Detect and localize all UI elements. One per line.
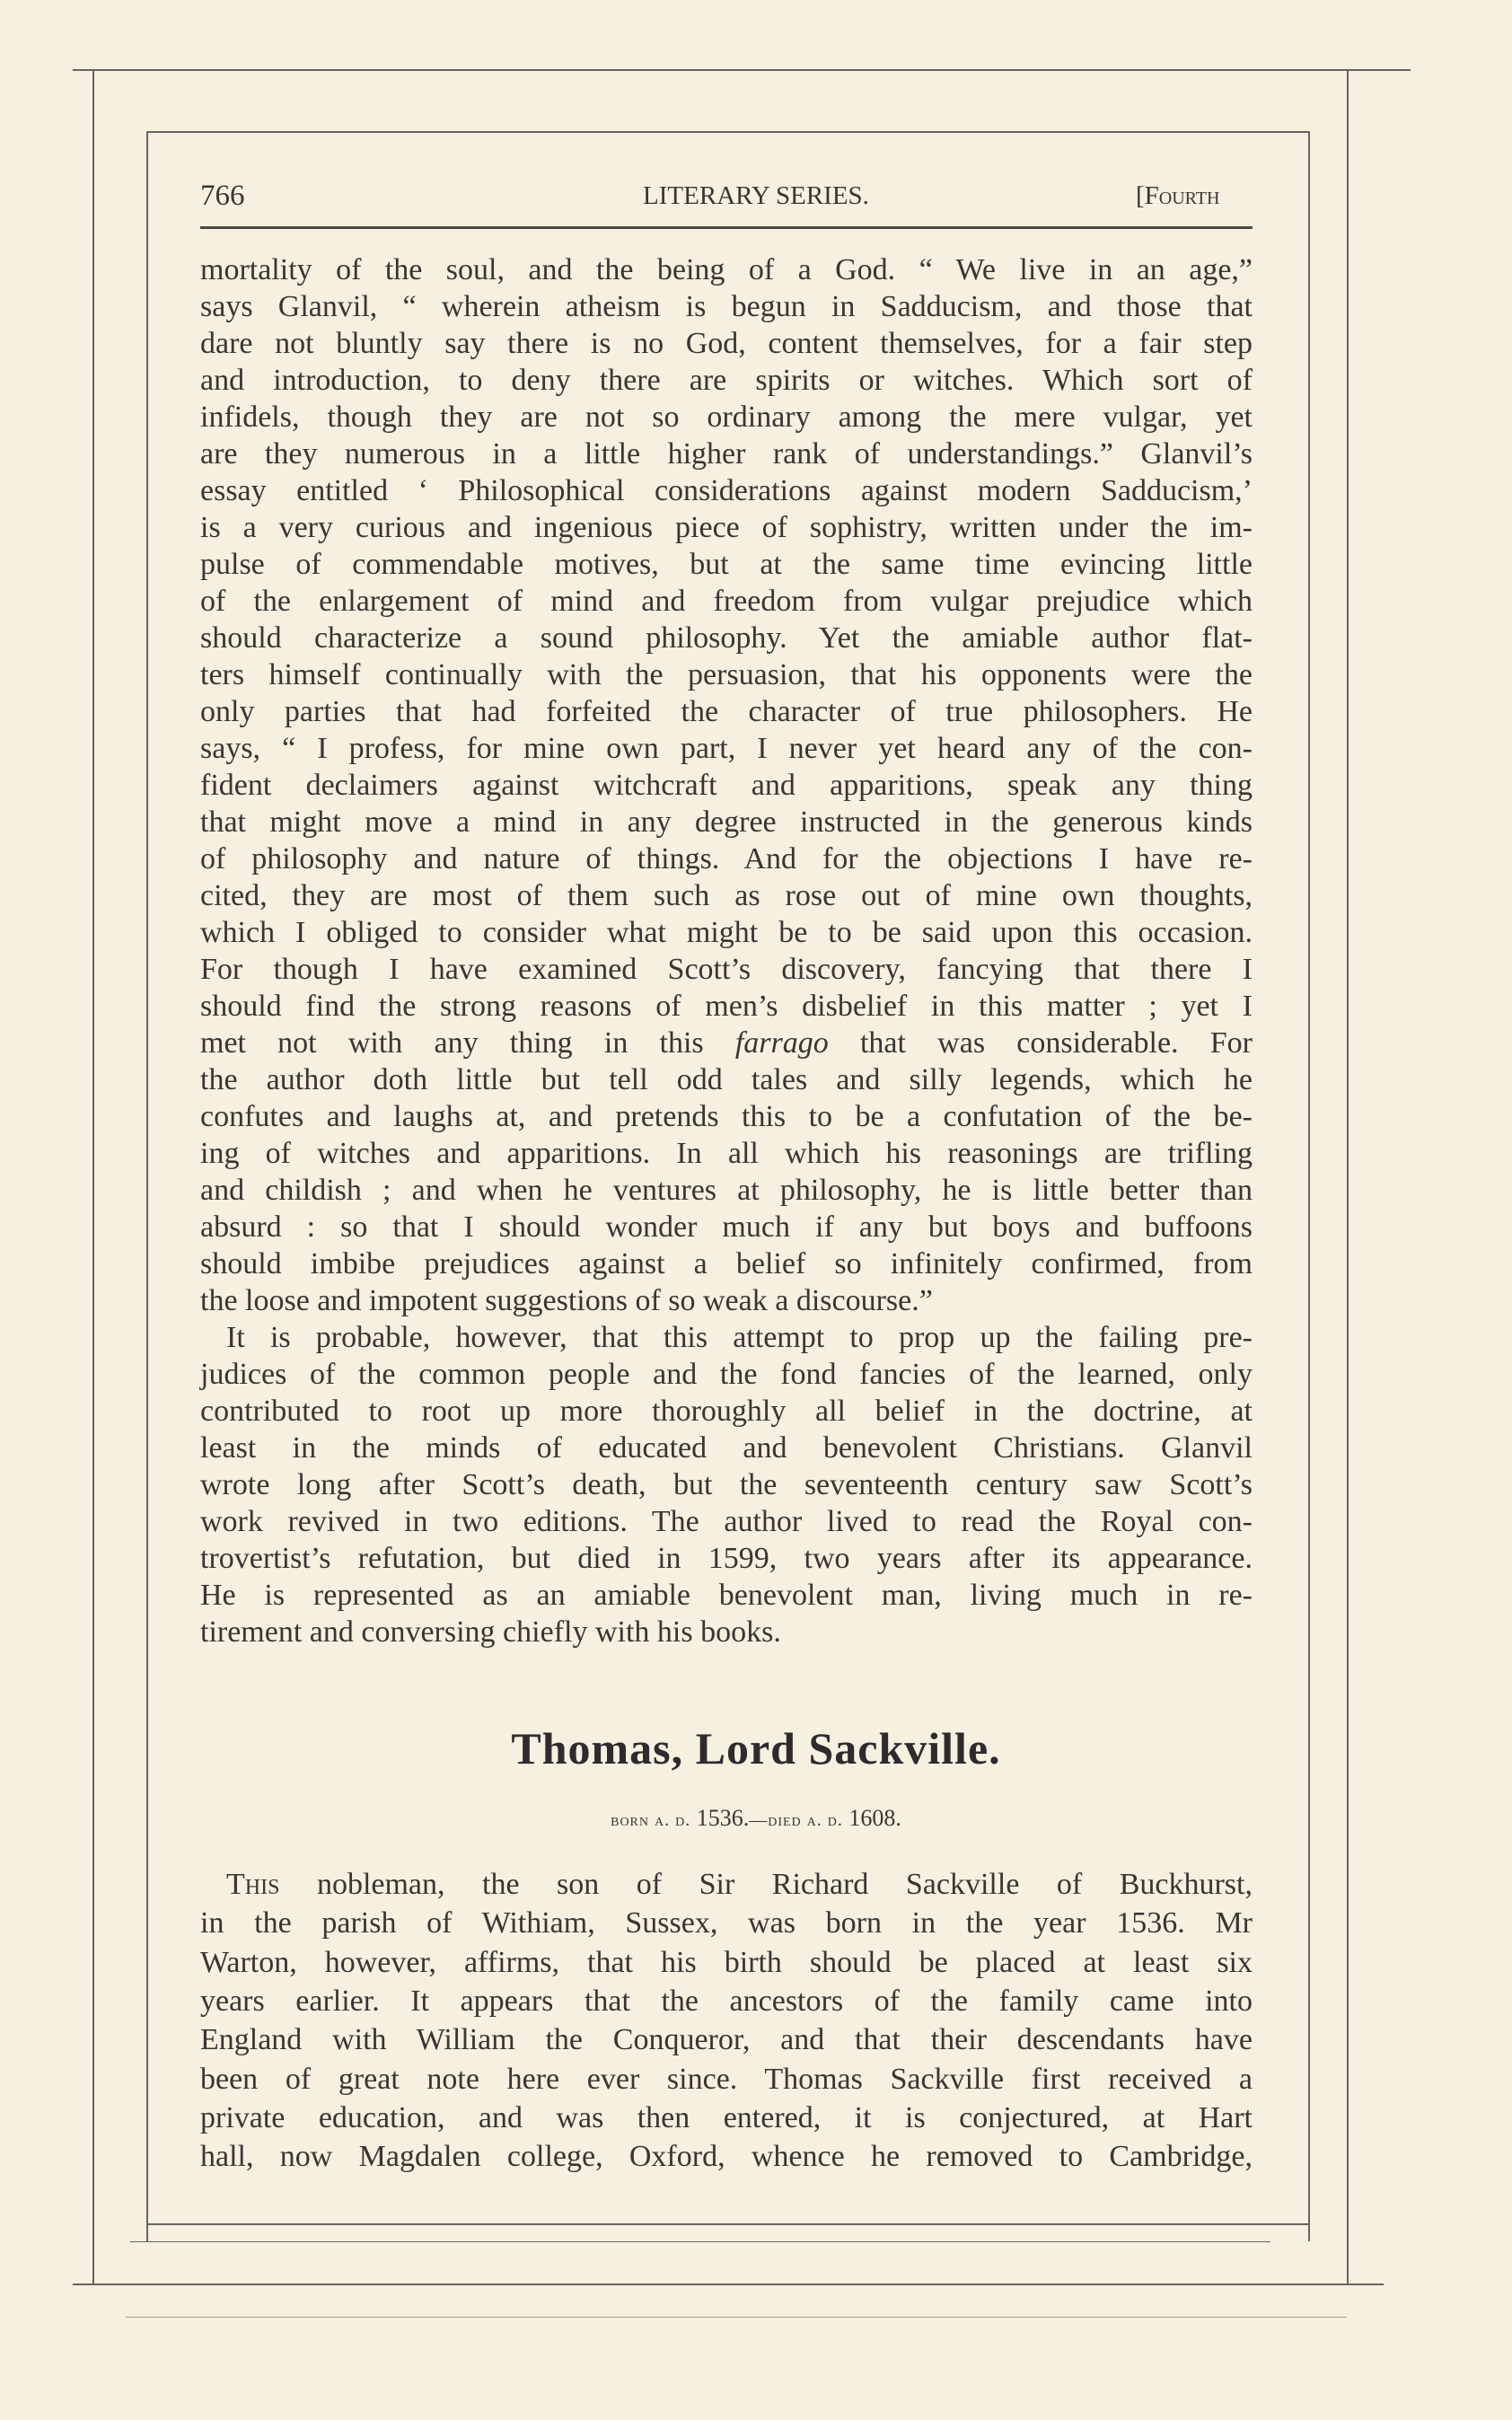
text-line: been of great note here ever since. Thomas Sackville first received a bbox=[200, 2062, 1253, 2096]
life-dates bbox=[0, 1805, 1512, 1832]
running-title: LITERARY SERIES. bbox=[643, 181, 869, 210]
text-line: essay entitled ‘ Philosophical considerations against modern Sadducism,’ bbox=[200, 474, 1253, 507]
section-marker: [Fourth bbox=[1136, 181, 1220, 210]
text-line: ing of witches and apparitions. In all which his reasonings are trifling bbox=[200, 1137, 1253, 1170]
text-line: should imbibe prejudices against a belief so infinitely confirmed, from bbox=[200, 1247, 1253, 1280]
text-line: He is represented as an amiable benevolent man, living much in re- bbox=[200, 1579, 1253, 1612]
text-line: tirement and conversing chiefly with his books. bbox=[200, 1615, 781, 1649]
text-line: that might move a mind in any degree instructed in the generous kinds bbox=[200, 805, 1253, 839]
text-line: years earlier. It appears that the ancestors of the family came into bbox=[200, 1984, 1253, 2018]
inner-frame-right bbox=[1308, 131, 1310, 2241]
text-line: judices of the common people and the fond fancies of the learned, only bbox=[200, 1358, 1253, 1391]
text-line: of the enlargement of mind and freedom from vulgar prejudice which bbox=[200, 585, 1253, 618]
text-line: the loose and impotent suggestions of so weak a discourse.” bbox=[200, 1284, 933, 1317]
inner-frame-bottom-2 bbox=[130, 2241, 1270, 2242]
text-line: in the parish of Withiam, Sussex, was born in the year 1536. Mr bbox=[200, 1906, 1253, 1940]
died-year: 1608. bbox=[848, 1805, 901, 1831]
text-line: and introduction, to deny there are spirits or witches. Which sort of bbox=[200, 364, 1253, 397]
outer-frame-left bbox=[92, 69, 94, 2284]
text-line: ters himself continually with the persuasion, that his opponents were the bbox=[200, 658, 1253, 691]
born-year: 1536. bbox=[696, 1805, 750, 1831]
text-line: mortality of the soul, and the being of a God. “ We live in an age,” bbox=[200, 253, 1253, 286]
text-line: For though I have examined Scott’s discovery, fancying that there I bbox=[200, 953, 1253, 986]
died-label: —died a. d. bbox=[749, 1810, 843, 1830]
text-line: is a very curious and ingenious piece of sophistry, written under the im- bbox=[200, 511, 1253, 544]
text-line: least in the minds of educated and benevolent Christians. Glanvil bbox=[200, 1431, 1253, 1465]
text-line: Warton, however, affirms, that his birth should be placed at least six bbox=[200, 1945, 1253, 1979]
header-rule bbox=[200, 226, 1253, 229]
text-line: of philosophy and nature of things. And for the objections I have re- bbox=[200, 842, 1253, 876]
text-line: says, “ I profess, for mine own part, I never yet heard any of the con- bbox=[200, 732, 1253, 765]
text-line: fident declaimers against witchcraft and apparitions, speak any thing bbox=[200, 769, 1253, 802]
text-line: only parties that had forfeited the character of true philosophers. He bbox=[200, 695, 1253, 728]
text-segment: that was considerable. For bbox=[828, 1026, 1253, 1060]
page-number: 766 bbox=[200, 180, 245, 212]
italic-word: farrago bbox=[734, 1026, 829, 1060]
text-line: contributed to root up more thoroughly all belief in the doctrine, at bbox=[200, 1395, 1253, 1428]
text-line: England with William the Conqueror, and that their descendants have bbox=[200, 2023, 1253, 2057]
outer-frame-bottom bbox=[73, 2284, 1384, 2285]
text-line: absurd : so that I should wonder much if any but boys and buffoons bbox=[200, 1210, 1253, 1244]
text-segment: met not with any thing in this bbox=[200, 1026, 735, 1060]
text-line: the author doth little but tell odd tales and silly legends, which he bbox=[200, 1063, 1253, 1096]
inner-frame-left bbox=[146, 131, 148, 2241]
text-line: pulse of commendable motives, but at the same time evincing little bbox=[200, 548, 1253, 581]
text-line: should characterize a sound philosophy. Yet the amiable author flat- bbox=[200, 621, 1253, 655]
outer-frame-right bbox=[1347, 69, 1349, 2284]
outer-frame-top bbox=[73, 69, 1411, 71]
lower-edge-rule bbox=[126, 2317, 1347, 2318]
text-line: which I obliged to consider what might be to be said upon this occasion. bbox=[200, 916, 1253, 949]
text-line: infidels, though they are not so ordinary among the mere vulgar, yet bbox=[200, 400, 1253, 434]
text-line: cited, they are most of them such as rose out of mine own thoughts, bbox=[200, 879, 1253, 912]
text-line: confutes and laughs at, and pretends this to be a confutation of the be- bbox=[200, 1100, 1253, 1133]
text-line: says Glanvil, “ wherein atheism is begun in Sadducism, and those that bbox=[200, 290, 1253, 323]
text-line: This nobleman, the son of Sir Richard Sackville of Buckhurst, bbox=[226, 1868, 1253, 1901]
text-line: should find the strong reasons of men’s disbelief in this matter ; yet I bbox=[200, 990, 1253, 1023]
section-title: Thomas, Lord Sackville. bbox=[511, 1723, 1001, 1773]
text-line: private education, and was then entered, it is conjectured, at Hart bbox=[200, 2100, 1253, 2134]
text-line: dare not bluntly say there is no God, content themselves, for a fair step bbox=[200, 327, 1253, 360]
text-line: trovertist’s refutation, but died in 1599, two years after its appearance. bbox=[200, 1542, 1253, 1575]
inner-frame-top bbox=[146, 131, 1308, 133]
text-line: wrote long after Scott’s death, but the seventeenth century saw Scott’s bbox=[200, 1468, 1253, 1501]
text-line: and childish ; and when he ventures at philosophy, he is little better than bbox=[200, 1174, 1253, 1207]
born-label: born a. d. bbox=[611, 1810, 691, 1830]
text-line: It is probable, however, that this attempt to prop up the failing pre- bbox=[226, 1321, 1253, 1354]
text-line: work revived in two editions. The author lived to read the Royal con- bbox=[200, 1505, 1253, 1538]
text-line bbox=[200, 1025, 1253, 1061]
text-line: hall, now Magdalen college, Oxford, whence he removed to Cambridge, bbox=[200, 2140, 1253, 2174]
drop-word: This bbox=[226, 1868, 280, 1901]
inner-frame-bottom bbox=[146, 2223, 1310, 2225]
text-line: are they numerous in a little higher rank of understandings.” Glanvil’s bbox=[200, 437, 1253, 471]
